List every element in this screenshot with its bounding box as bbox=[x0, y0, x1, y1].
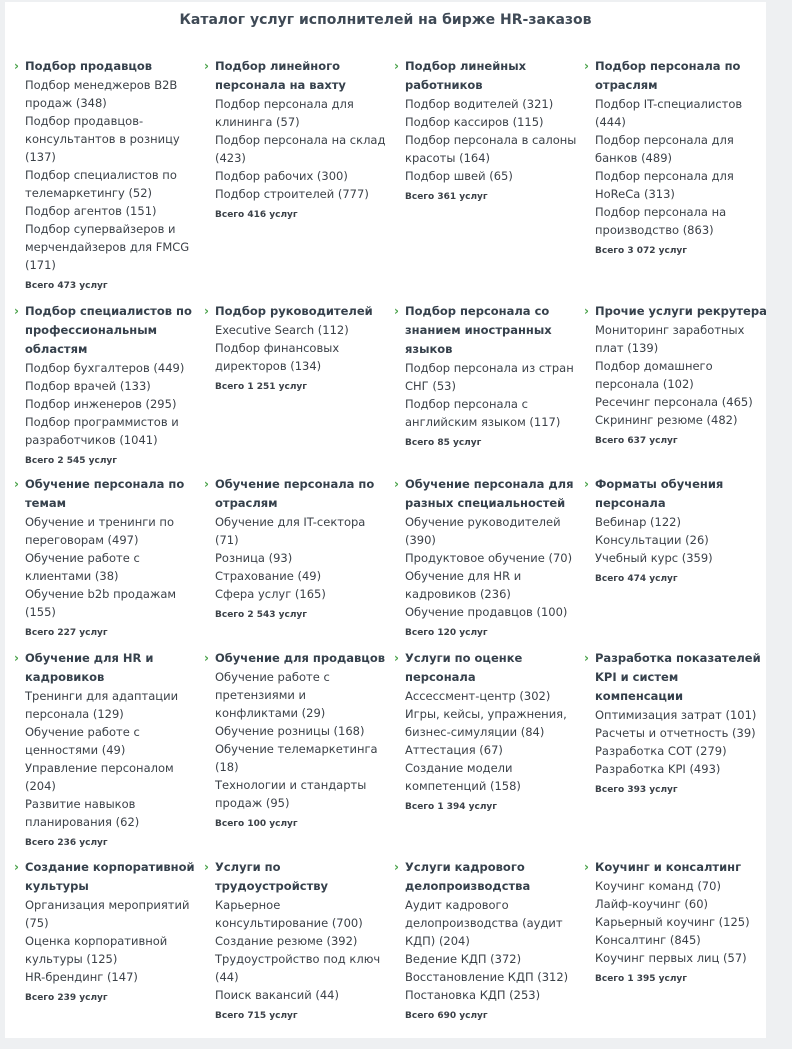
category-title-link[interactable] bbox=[395, 302, 579, 359]
service-link[interactable]: Подбор персонала на склад (423) bbox=[215, 133, 386, 165]
services-total: Всего 1 251 услуг bbox=[215, 382, 307, 392]
service-link[interactable]: Сфера услуг (165) bbox=[215, 587, 326, 601]
service-link[interactable]: Консультации (26) bbox=[595, 533, 709, 547]
service-link[interactable]: Мониторинг заработных плат (139) bbox=[595, 323, 745, 355]
service-link[interactable]: Разработка KPI (493) bbox=[595, 762, 721, 776]
category-block bbox=[205, 57, 389, 220]
service-list bbox=[15, 687, 199, 831]
service-link[interactable]: Аттестация (67) bbox=[405, 743, 503, 757]
category-title-link[interactable] bbox=[585, 649, 769, 706]
chevron-right-icon: › bbox=[14, 59, 19, 73]
service-link[interactable]: Подбор персонала для клининга (57) bbox=[215, 97, 354, 129]
service-link[interactable]: Обучение для IT-сектора (71) bbox=[215, 515, 366, 547]
service-link[interactable]: Обучение b2b продажам (155) bbox=[25, 587, 177, 619]
service-link[interactable]: Обучение работе с клиентами (38) bbox=[25, 551, 140, 583]
category-title-link[interactable] bbox=[585, 858, 769, 877]
service-link[interactable]: Карьерное консультирование (700) bbox=[215, 898, 363, 930]
category-title: Подбор специалистов по профессиональным областям bbox=[25, 304, 192, 356]
service-link[interactable]: Ведение КДП (372) bbox=[405, 952, 522, 966]
category-block bbox=[205, 475, 389, 620]
category-title-link[interactable] bbox=[585, 302, 769, 321]
service-link[interactable]: Консалтинг (845) bbox=[595, 933, 701, 947]
service-link[interactable]: Подбор специалистов по телемаркетингу (52) bbox=[25, 168, 177, 200]
chevron-right-icon: › bbox=[204, 860, 209, 874]
services-total: Всего 1 394 услуг bbox=[405, 802, 497, 812]
service-link[interactable]: Подбор кассиров (115) bbox=[405, 115, 544, 129]
service-link[interactable]: Расчеты и отчетность (39) bbox=[595, 726, 756, 740]
service-link[interactable]: Развитие навыков планирования (62) bbox=[25, 797, 140, 829]
service-link[interactable]: Обучение телемаркетинга (18) bbox=[215, 742, 378, 774]
services-total: Всего 361 услуг bbox=[405, 192, 488, 202]
chevron-right-icon: › bbox=[394, 651, 399, 665]
service-link[interactable]: Подбор IT-специалистов (444) bbox=[595, 97, 743, 129]
service-link[interactable]: Восстановление КДП (312) bbox=[405, 970, 569, 984]
services-total: Всего 120 услуг bbox=[405, 628, 488, 638]
chevron-right-icon: › bbox=[204, 477, 209, 491]
service-link[interactable]: Создание модели компетенций (158) bbox=[405, 761, 521, 793]
category-title: Подбор персонала со знанием иностранных языков bbox=[405, 304, 552, 356]
service-link[interactable]: Розница (93) bbox=[215, 551, 293, 565]
service-link[interactable]: Постановка КДП (253) bbox=[405, 988, 541, 1002]
category-block bbox=[585, 475, 769, 584]
chevron-right-icon: › bbox=[584, 304, 589, 318]
service-link[interactable]: Коучинг команд (70) bbox=[595, 879, 721, 893]
service-link[interactable]: Подбор водителей (321) bbox=[405, 97, 554, 111]
category-block bbox=[395, 302, 579, 448]
services-total: Всего 474 услуг bbox=[595, 574, 678, 584]
service-list bbox=[205, 321, 389, 375]
chevron-right-icon: › bbox=[14, 860, 19, 874]
category-block bbox=[205, 302, 389, 392]
category-title-link[interactable] bbox=[15, 858, 199, 896]
service-link[interactable]: Подбор супервайзеров и мерчендайзеров для FMCG (171) bbox=[25, 222, 190, 272]
category-title: Подбор линейных работников bbox=[405, 59, 527, 92]
service-link[interactable]: Карьерный коучинг (125) bbox=[595, 915, 750, 929]
service-link[interactable]: Обучение розницы (168) bbox=[215, 724, 365, 738]
category-block bbox=[15, 649, 199, 848]
service-link[interactable]: Скрининг резюме (482) bbox=[595, 413, 738, 427]
category-block bbox=[585, 858, 769, 984]
service-link[interactable]: Подбор инженеров (295) bbox=[25, 397, 177, 411]
service-link[interactable]: Обучение для HR и кадровиков (236) bbox=[405, 569, 522, 601]
service-link[interactable]: Подбор персонала на производство (863) bbox=[595, 205, 727, 237]
service-link[interactable]: Вебинар (122) bbox=[595, 515, 681, 529]
category-block bbox=[15, 57, 199, 291]
category-title: Услуги по трудоустройству bbox=[215, 860, 329, 893]
service-link[interactable]: Executive Search (112) bbox=[215, 323, 349, 337]
service-link[interactable]: Учебный курс (359) bbox=[595, 551, 713, 565]
service-link[interactable]: Продуктовое обучение (70) bbox=[405, 551, 573, 565]
category-title: Коучинг и консалтинг bbox=[595, 860, 742, 874]
services-total: Всего 690 услуг bbox=[405, 1011, 488, 1021]
category-title-link[interactable] bbox=[15, 649, 199, 687]
service-link[interactable]: Оптимизация затрат (101) bbox=[595, 708, 757, 722]
services-total: Всего 416 услуг bbox=[215, 210, 298, 220]
service-link[interactable]: Подбор продавцов-консультантов в розницу (137) bbox=[25, 114, 180, 164]
service-link[interactable]: Тренинги для адаптации персонала (129) bbox=[25, 689, 179, 721]
category-title: Обучение для продавцов bbox=[215, 651, 386, 665]
category-block bbox=[395, 649, 579, 812]
service-link[interactable]: Игры, кейсы, упражнения, бизнес-симуляции (84) bbox=[405, 707, 567, 739]
chevron-right-icon: › bbox=[204, 651, 209, 665]
category-title-link[interactable] bbox=[395, 475, 579, 513]
chevron-right-icon: › bbox=[14, 477, 19, 491]
services-total: Всего 236 услуг bbox=[25, 838, 108, 848]
category-title: Услуги кадрового делопроизводства bbox=[405, 860, 531, 893]
service-link[interactable]: Подбор персонала для HoReCa (313) bbox=[595, 169, 734, 201]
category-title: Разработка показателей KPI и систем компенсации bbox=[595, 651, 761, 703]
services-total: Всего 3 072 услуг bbox=[595, 246, 687, 256]
services-total: Всего 2 543 услуг bbox=[215, 610, 307, 620]
chevron-right-icon: › bbox=[584, 59, 589, 73]
chevron-right-icon: › bbox=[584, 477, 589, 491]
category-title-link[interactable] bbox=[205, 57, 389, 95]
service-link[interactable]: Лайф-коучинг (60) bbox=[595, 897, 709, 911]
service-link[interactable]: Подбор агентов (151) bbox=[25, 204, 157, 218]
category-title-link[interactable] bbox=[205, 302, 389, 321]
service-link[interactable]: Коучинг первых лиц (57) bbox=[595, 951, 747, 965]
category-title: Прочие услуги рекрутера bbox=[595, 304, 767, 318]
service-link[interactable]: HR-брендинг (147) bbox=[25, 970, 138, 984]
category-title-link[interactable] bbox=[205, 649, 389, 668]
service-link[interactable]: Подбор персонала в салоны красоты (164) bbox=[405, 133, 577, 165]
category-block bbox=[15, 858, 199, 1003]
service-list bbox=[395, 359, 579, 431]
chevron-right-icon: › bbox=[394, 477, 399, 491]
service-link[interactable]: Подбор менеджеров B2B продаж (348) bbox=[25, 78, 178, 110]
category-block bbox=[585, 302, 769, 446]
category-title: Подбор линейного персонала на вахту bbox=[215, 59, 346, 92]
service-list bbox=[395, 513, 579, 621]
category-title-link[interactable] bbox=[205, 475, 389, 513]
category-title: Создание корпоративной культуры bbox=[25, 860, 195, 893]
service-link[interactable]: Подбор строителей (777) bbox=[215, 187, 369, 201]
service-list bbox=[15, 359, 199, 449]
category-block bbox=[395, 858, 579, 1021]
category-title-link[interactable] bbox=[395, 57, 579, 95]
service-list bbox=[395, 896, 579, 1004]
service-list bbox=[205, 95, 389, 203]
chevron-right-icon: › bbox=[204, 59, 209, 73]
category-block bbox=[15, 302, 199, 466]
category-title-link[interactable] bbox=[395, 649, 579, 687]
service-list bbox=[395, 95, 579, 185]
chevron-right-icon: › bbox=[14, 304, 19, 318]
service-link[interactable]: Разработка СОТ (279) bbox=[595, 744, 727, 758]
service-list bbox=[15, 513, 199, 621]
category-title-link[interactable] bbox=[15, 302, 199, 359]
service-list bbox=[395, 687, 579, 795]
service-link[interactable]: Подбор врачей (133) bbox=[25, 379, 151, 393]
service-link[interactable]: Ресечинг персонала (465) bbox=[595, 395, 753, 409]
category-block bbox=[585, 649, 769, 795]
service-link[interactable]: Оценка корпоративной культуры (125) bbox=[25, 934, 168, 966]
category-block bbox=[205, 649, 389, 829]
services-total: Всего 1 395 услуг bbox=[595, 974, 687, 984]
service-link[interactable]: Аудит кадрового делопроизводства (аудит КДП) (204) bbox=[405, 898, 563, 948]
chevron-right-icon: › bbox=[204, 304, 209, 318]
service-list bbox=[205, 513, 389, 603]
category-block bbox=[395, 475, 579, 638]
services-total: Всего 239 услуг bbox=[25, 993, 108, 1003]
category-title-link[interactable] bbox=[205, 858, 389, 896]
catalog-panel bbox=[5, 2, 766, 1038]
category-title-link[interactable] bbox=[585, 57, 769, 95]
service-link[interactable]: Обучение руководителей (390) bbox=[405, 515, 561, 547]
service-link[interactable]: Подбор программистов и разработчиков (1041) bbox=[25, 415, 179, 447]
service-link[interactable]: Технологии и стандарты продаж (95) bbox=[215, 778, 367, 810]
chevron-right-icon: › bbox=[584, 860, 589, 874]
service-list bbox=[15, 896, 199, 986]
service-link[interactable]: Подбор финансовых директоров (134) bbox=[215, 341, 340, 373]
services-total: Всего 637 услуг bbox=[595, 436, 678, 446]
page-title: Каталог услуг исполнителей на бирже HR-заказов bbox=[179, 12, 592, 28]
service-list bbox=[585, 95, 769, 239]
service-link[interactable]: Обучение работе с ценностями (49) bbox=[25, 725, 140, 757]
category-block bbox=[205, 858, 389, 1021]
category-title-link[interactable] bbox=[585, 475, 769, 513]
chevron-right-icon: › bbox=[584, 651, 589, 665]
category-title-link[interactable] bbox=[15, 57, 199, 76]
category-title: Обучение персонала по отраслям bbox=[215, 477, 375, 510]
service-link[interactable]: Подбор швей (65) bbox=[405, 169, 513, 183]
service-link[interactable]: Ассессмент-центр (302) bbox=[405, 689, 551, 703]
category-block bbox=[395, 57, 579, 202]
service-list bbox=[205, 896, 389, 1004]
service-link[interactable]: Страхование (49) bbox=[215, 569, 322, 583]
service-link[interactable]: Создание резюме (392) bbox=[215, 934, 358, 948]
services-total: Всего 100 услуг bbox=[215, 819, 298, 829]
services-total: Всего 2 545 услуг bbox=[25, 456, 117, 466]
service-list bbox=[585, 706, 769, 778]
service-link[interactable]: Подбор бухгалтеров (449) bbox=[25, 361, 185, 375]
chevron-right-icon: › bbox=[394, 304, 399, 318]
service-link[interactable]: Обучение и тренинги по переговорам (497) bbox=[25, 515, 174, 547]
category-title: Услуги по оценке персонала bbox=[405, 651, 523, 684]
category-title: Подбор персонала по отраслям bbox=[595, 59, 741, 92]
service-link[interactable]: Обучение продавцов (100) bbox=[405, 605, 568, 619]
category-title: Подбор руководителей bbox=[215, 304, 373, 318]
services-total: Всего 715 услуг bbox=[215, 1011, 298, 1021]
category-block bbox=[15, 475, 199, 638]
service-link[interactable]: Подбор рабочих (300) bbox=[215, 169, 348, 183]
service-link[interactable]: Организация мероприятий (75) bbox=[25, 898, 190, 930]
category-title: Форматы обучения персонала bbox=[595, 477, 724, 510]
service-link[interactable]: Подбор домашнего персонала (102) bbox=[595, 359, 713, 391]
services-total: Всего 85 услуг bbox=[405, 438, 482, 448]
services-total: Всего 227 услуг bbox=[25, 628, 108, 638]
service-link[interactable]: Подбор персонала для банков (489) bbox=[595, 133, 734, 165]
category-title-link[interactable] bbox=[395, 858, 579, 896]
category-title: Подбор продавцов bbox=[25, 59, 153, 73]
service-list bbox=[585, 321, 769, 429]
service-link[interactable]: Обучение работе с претензиями и конфликтами (29) bbox=[215, 670, 330, 720]
category-title: Обучение персонала по темам bbox=[25, 477, 185, 510]
service-list bbox=[585, 877, 769, 967]
service-link[interactable]: Подбор персонала с английским языком (117) bbox=[405, 397, 561, 429]
service-link[interactable]: Поиск вакансий (44) bbox=[215, 988, 339, 1002]
service-link[interactable]: Трудоустройство под ключ (44) bbox=[215, 952, 381, 984]
services-total: Всего 473 услуг bbox=[25, 281, 108, 291]
category-title-link[interactable] bbox=[15, 475, 199, 513]
service-list bbox=[15, 76, 199, 274]
category-block bbox=[585, 57, 769, 256]
services-total: Всего 393 услуг bbox=[595, 785, 678, 795]
category-title: Обучение для HR и кадровиков bbox=[25, 651, 154, 684]
service-link[interactable]: Управление персоналом (204) bbox=[25, 761, 174, 793]
service-list bbox=[205, 668, 389, 812]
service-link[interactable]: Подбор персонала из стран СНГ (53) bbox=[405, 361, 574, 393]
chevron-right-icon: › bbox=[14, 651, 19, 665]
service-list bbox=[585, 513, 769, 567]
chevron-right-icon: › bbox=[394, 860, 399, 874]
category-title: Обучение персонала для разных специальностей bbox=[405, 477, 574, 510]
chevron-right-icon: › bbox=[394, 59, 399, 73]
